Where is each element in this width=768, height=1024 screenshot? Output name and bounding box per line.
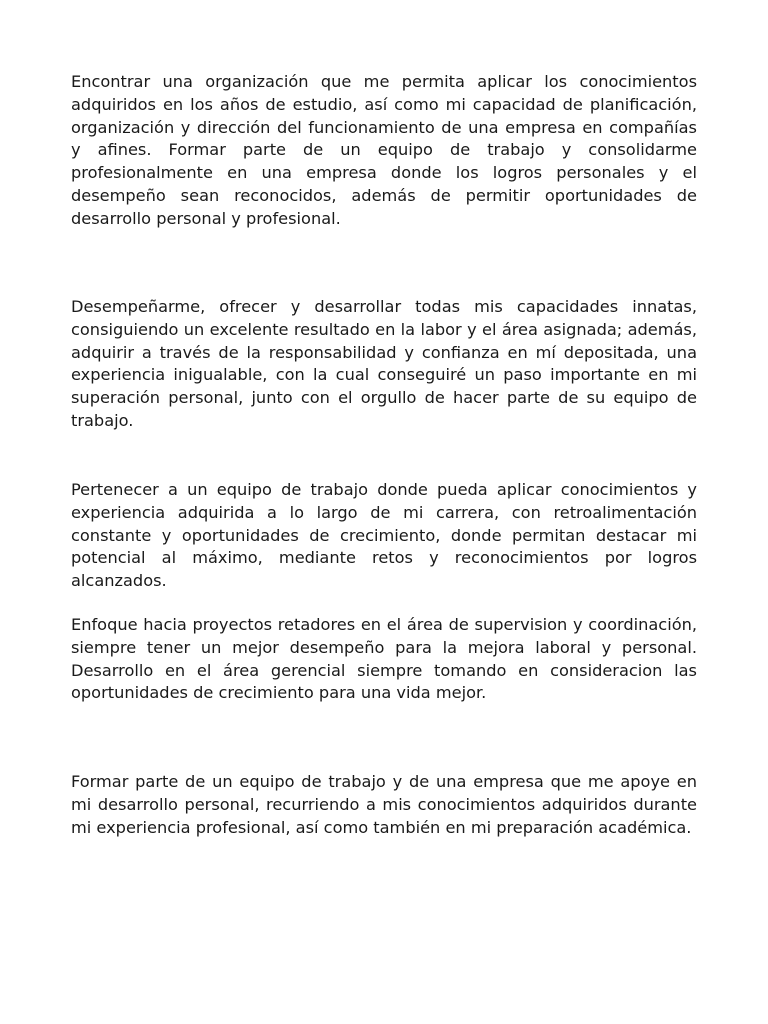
objective-paragraph-3: Pertenecer a un equipo de trabajo donde pueda aplicar conocimientos y experiencia adquirida a lo largo de mi carrera, con retroalimentación constante y oportunidades de crecimiento, donde permitan destacar mi potencial al máximo, mediante retos y reconocimientos por logros alcanzados. <box>71 480 697 591</box>
objective-paragraph-1: Encontrar una organización que me permita aplicar los conocimientos adquiridos en los años de estudio, así como mi capacidad de planificación, organización y dirección del funcionamiento de una empresa en compañías y afines. Formar parte de un equipo de trabajo y consolidarme profesionalmente en una empresa donde los logros personales y el desempeño sean reconocidos, además de permitir oportunidades de desarrollo personal y profesional. <box>71 72 697 228</box>
objective-paragraph-4: Enfoque hacia proyectos retadores en el área de supervision y coordinación, siempre tener un mejor desempeño para la mejora laboral y personal. Desarrollo en el área gerencial siempre tomando en consideracion las oportunidades de crecimiento para una vida mejor. <box>71 615 697 703</box>
objective-paragraph-2: Desempeñarme, ofrecer y desarrollar todas mis capacidades innatas, consiguiendo un excelente resultado en la labor y el área asignada; además, adquirir a través de la responsabilidad y confianza en mí depositada, una experiencia inigualable, con la cual conseguiré un paso importante en mi superación personal, junto con el orgullo de hacer parte de su equipo de trabajo. <box>71 297 697 430</box>
objective-paragraph-5: Formar parte de un equipo de trabajo y de una empresa que me apoye en mi desarrollo personal, recurriendo a mis conocimientos adquiridos durante mi experiencia profesional, así como también en mi preparación académica. <box>71 772 697 837</box>
